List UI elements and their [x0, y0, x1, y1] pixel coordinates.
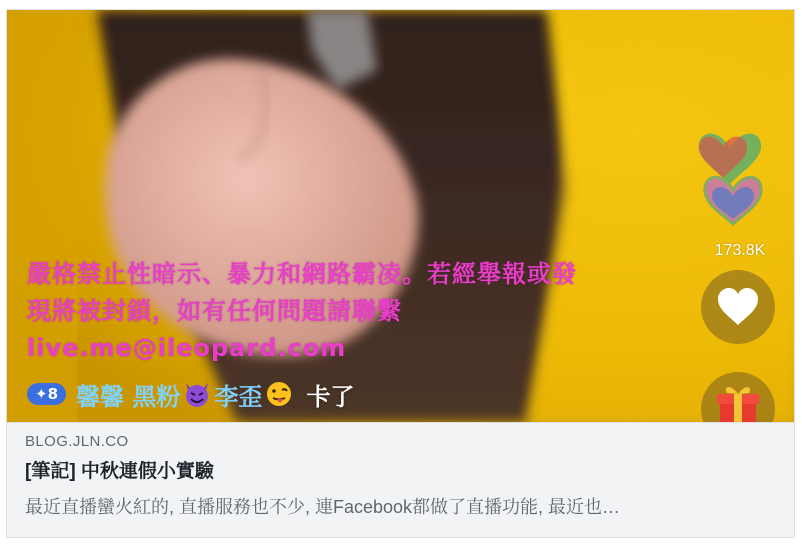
comment-username-suffix: 李歪: [214, 382, 263, 411]
link-title[interactable]: [筆記] 中秋連假小實驗: [25, 461, 214, 482]
link-description: 最近直播蠻火紅的, 直播服務也不少, 連Facebook都做了直播功能, 最近也…: [25, 497, 621, 517]
floating-hearts-icon: [695, 118, 765, 228]
link-info[interactable]: [7, 422, 794, 537]
like-count: 173.8K: [714, 242, 766, 259]
chat-comment: [27, 375, 354, 413]
gift-button[interactable]: [701, 372, 775, 422]
heart-icon: [716, 287, 760, 327]
like-button[interactable]: [701, 270, 775, 344]
community-warning-text: 嚴格禁止性暗示、暴力和網路霸凌。若經舉報或發現將被封鎖，如有任何問題請聯繫 live.me@ileopard.com: [27, 260, 577, 362]
user-level-badge: ✦8: [27, 383, 66, 405]
link-preview-card[interactable]: [6, 9, 795, 538]
live-video-thumbnail[interactable]: [7, 10, 794, 422]
gift-icon: [701, 372, 775, 422]
tongue-emoji-icon: [264, 379, 294, 409]
devil-emoji-icon: [182, 379, 212, 409]
comment-message: 卡了: [306, 382, 355, 411]
comment-username[interactable]: 馨馨 黑粉: [76, 382, 181, 411]
link-domain: BLOG.JLN.CO: [25, 433, 129, 450]
